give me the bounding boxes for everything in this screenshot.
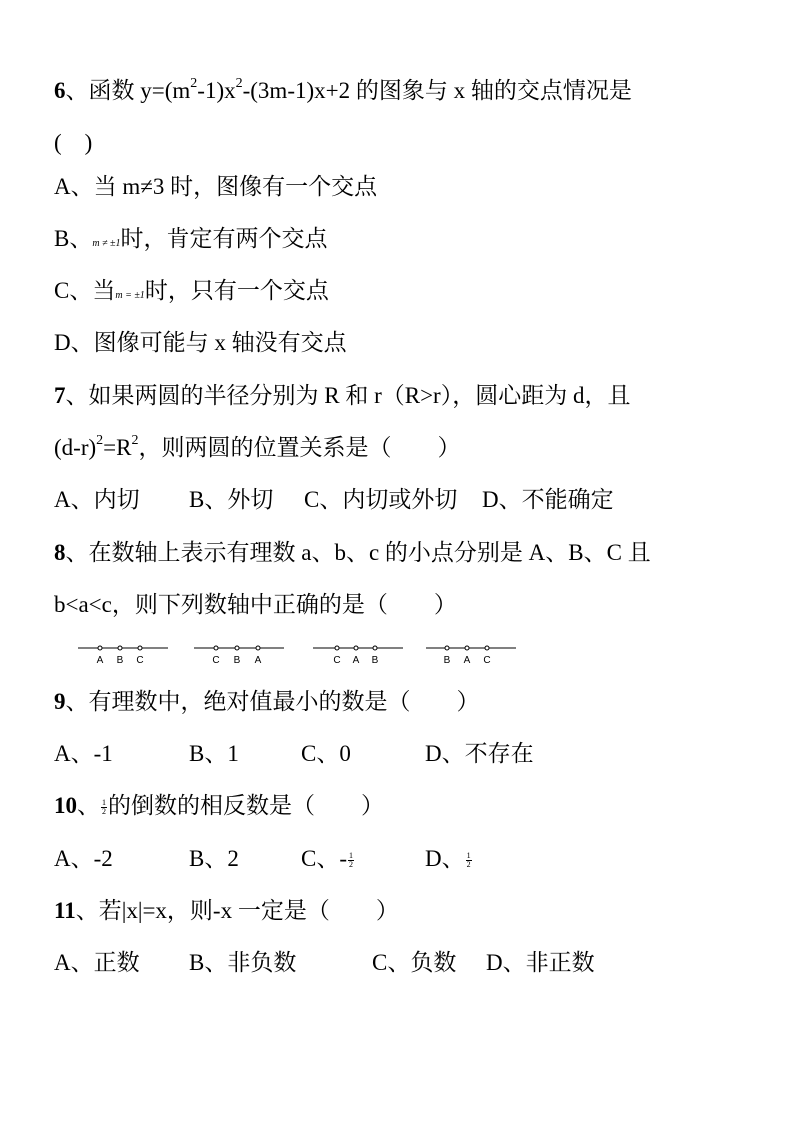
axis-label: B bbox=[371, 655, 379, 666]
axis-point bbox=[485, 646, 489, 650]
q9-options bbox=[54, 739, 534, 769]
q11-options bbox=[54, 948, 595, 978]
q7-option-c: C、内切或外切 bbox=[304, 487, 458, 512]
q7-stem: 7、如果两圆的半径分别为 R 和 r（R>r），圆心距为 d，且 bbox=[54, 383, 631, 408]
q6-option-b: B、m ≠ ±1时，肯定有两个交点 bbox=[54, 226, 328, 251]
q11-option-d: D、非正数 bbox=[486, 950, 595, 975]
q10-option-d: D、 $\frac{1}{2}$ bbox=[425, 846, 471, 871]
axis-label: A bbox=[352, 655, 360, 666]
q6-option-b-math: m ≠ ±1 bbox=[92, 238, 121, 249]
q10-fraction: $\frac{1}{2}$ bbox=[102, 798, 106, 817]
axis-point bbox=[373, 646, 377, 650]
q10-number: 10 bbox=[54, 793, 77, 818]
q10-option-b: B、2 bbox=[189, 846, 239, 871]
q9-option-c: C、0 bbox=[301, 741, 351, 766]
q8-stem-line2: b<a<c，则下列数轴中正确的是（ ） bbox=[54, 592, 457, 617]
q8-number-lines-svg bbox=[76, 640, 526, 670]
axis-point bbox=[335, 646, 339, 650]
q11-option-a: A、正数 bbox=[54, 950, 140, 975]
q7-options bbox=[54, 485, 614, 515]
q10-stem: 10、 $\frac{1}{2}$ 的倒数的相反数是（ ） bbox=[54, 793, 384, 818]
axis-point bbox=[118, 646, 122, 650]
axis-point bbox=[354, 646, 358, 650]
number-line-3 bbox=[313, 646, 403, 666]
axis-label: C bbox=[483, 655, 491, 666]
axis-point bbox=[235, 646, 239, 650]
axis-label: A bbox=[96, 655, 104, 666]
q9-option-b: B、1 bbox=[189, 741, 239, 766]
q7-stem-line2: $(d-r)^2=R^2$，则两圆的位置关系是（ ） bbox=[54, 433, 461, 460]
q11-option-b: B、非负数 bbox=[189, 950, 297, 975]
axis-point bbox=[214, 646, 218, 650]
axis-label: C bbox=[333, 655, 341, 666]
q6-option-a: A、当 m≠3 时，图像有一个交点 bbox=[54, 174, 378, 199]
q11-number: 11 bbox=[54, 898, 76, 923]
axis-point bbox=[445, 646, 449, 650]
number-line-1 bbox=[78, 646, 168, 666]
number-line-2 bbox=[194, 646, 284, 666]
q7-option-b: B、外切 bbox=[189, 487, 274, 512]
q6-number: 6 bbox=[54, 78, 66, 103]
q6-answer-paren: ( ) bbox=[54, 130, 93, 155]
axis-label: C bbox=[136, 655, 144, 666]
q11-option-c: C、负数 bbox=[372, 950, 457, 975]
axis-point bbox=[138, 646, 142, 650]
q7-option-d: D、不能确定 bbox=[482, 487, 614, 512]
axis-label: A bbox=[463, 655, 471, 666]
axis-point bbox=[256, 646, 260, 650]
q7-option-a: A、内切 bbox=[54, 487, 140, 512]
axis-label: C bbox=[212, 655, 220, 666]
number-line-4 bbox=[426, 646, 516, 666]
q10-options bbox=[54, 844, 473, 874]
q9-option-d: D、不存在 bbox=[425, 741, 534, 766]
q7-number: 7 bbox=[54, 383, 66, 408]
q8-number-lines bbox=[76, 640, 526, 670]
q11-stem: 11、若|x|=x，则-x 一定是（ ） bbox=[54, 898, 399, 923]
q6-stem: 6、函数 $y=(m^2-1)x^2-(3m-1)x+2$ 的图象与 x 轴的交点情况是 bbox=[54, 76, 632, 103]
axis-label: A bbox=[254, 655, 262, 666]
q9-stem: 9、有理数中，绝对值最小的数是（ ） bbox=[54, 689, 480, 714]
axis-label: B bbox=[233, 655, 241, 666]
q9-option-a: A、-1 bbox=[54, 741, 113, 766]
q10-option-a: A、-2 bbox=[54, 846, 113, 871]
axis-label: B bbox=[443, 655, 451, 666]
axis-label: B bbox=[116, 655, 124, 666]
q9-number: 9 bbox=[54, 689, 66, 714]
q8-stem: 8、在数轴上表示有理数 a、b、c 的小点分别是 A、B、C 且 bbox=[54, 540, 651, 565]
q6-option-d: D、图像可能与 x 轴没有交点 bbox=[54, 330, 347, 355]
q10-option-c: C、- $\frac{1}{2}$ bbox=[301, 846, 353, 871]
q6-option-c: C、当m = ±1时，只有一个交点 bbox=[54, 278, 329, 303]
axis-point bbox=[465, 646, 469, 650]
q6-option-c-math: m = ±1 bbox=[115, 290, 145, 301]
q8-number: 8 bbox=[54, 540, 66, 565]
axis-point bbox=[98, 646, 102, 650]
